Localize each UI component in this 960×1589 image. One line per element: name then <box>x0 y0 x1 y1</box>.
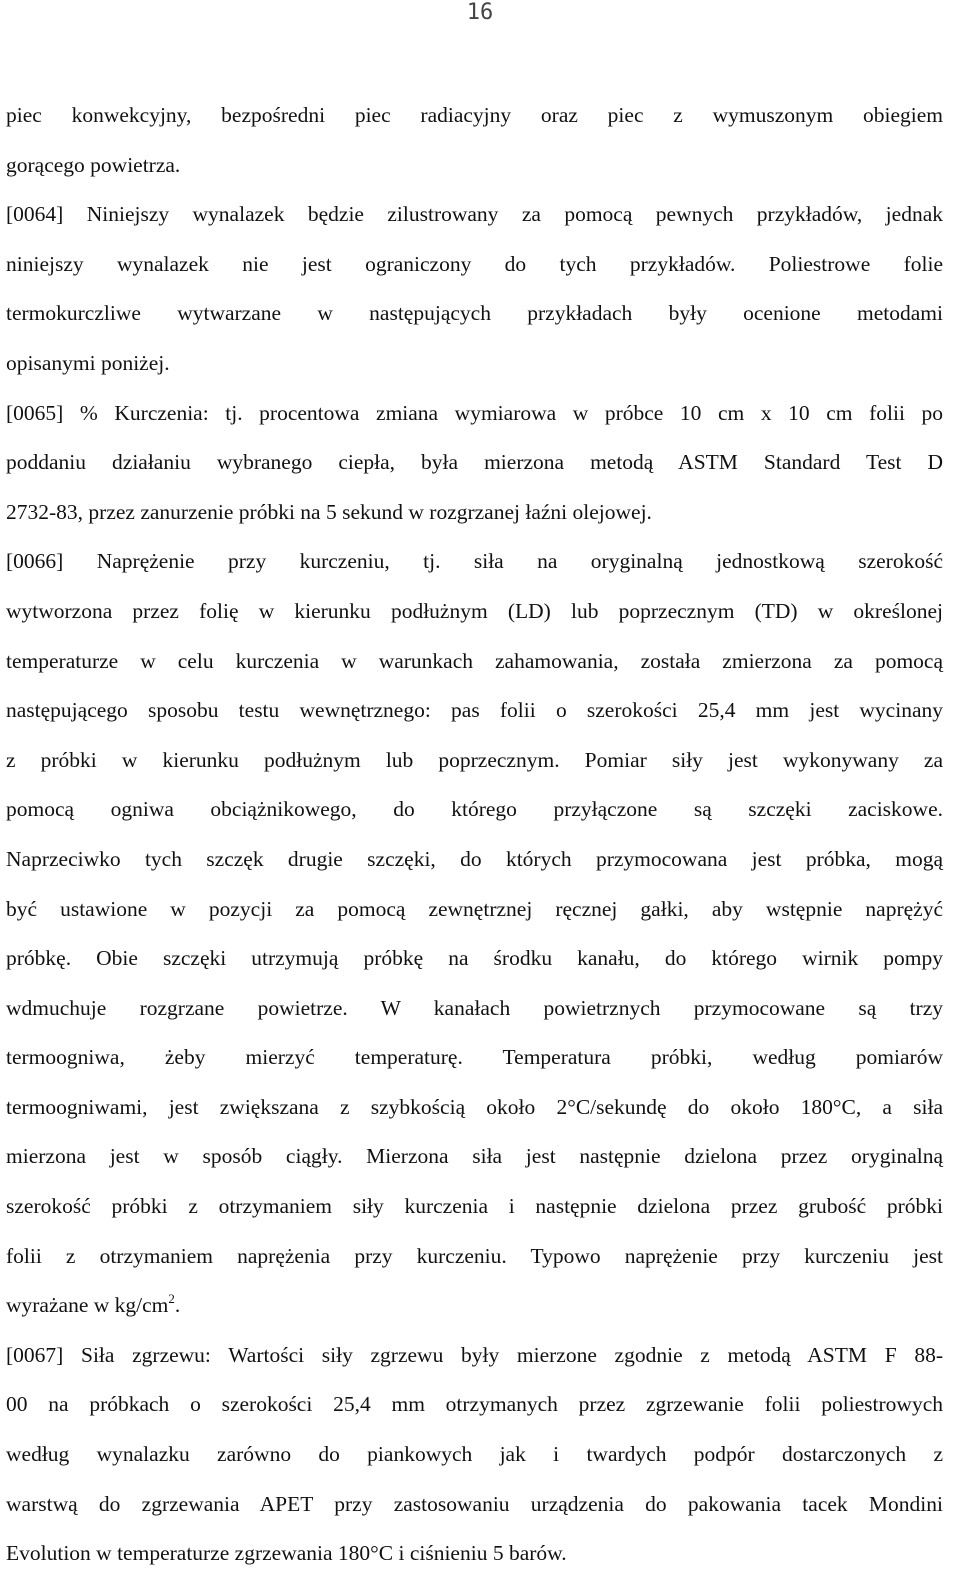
text-line <box>6 1281 943 1331</box>
text-line: wdmuchuje rozgrzane powietrze. W kanałach powietrznych przymocowane są trzy <box>6 995 943 1020</box>
text-line: szerokość próbki z otrzymaniem siły kurczenia i następnie dzielona przez grubość próbki <box>6 1194 943 1219</box>
text-line: termoogniwami, jest zwiększana z szybkością około 2°C/sekundę do około 180°C, a siła <box>6 1094 943 1119</box>
text-line: [0066] Naprężenie przy kurczeniu, tj. siła na oryginalną jednostkową szerokość <box>6 549 943 574</box>
text-line: termoogniwa, żeby mierzyć temperaturę. Temperatura próbki, według pomiarów <box>6 1045 943 1070</box>
page-number: 16 <box>466 0 494 25</box>
text-line: mierzona jest w sposób ciągły. Mierzona siła jest następnie dzielona przez oryginalną <box>6 1144 943 1169</box>
text-line-main: wyrażane w kg/cm <box>6 1293 169 1318</box>
text-line: warstwą do zgrzewania APET przy zastosowaniu urządzenia do pakowania tacek Mondini <box>6 1491 943 1516</box>
text-line: następującego sposobu testu wewnętrznego: pas folii o szerokości 25,4 mm jest wycinany <box>6 698 943 723</box>
text-line: opisanymi poniżej. <box>6 350 170 375</box>
text-line: według wynalazku zarówno do piankowych jak i twardych podpór dostarczonych z <box>6 1442 943 1467</box>
text-line: wytworzona przez folię w kierunku podłużnym (LD) lub poprzecznym (TD) w określonej <box>6 598 943 623</box>
text-line: pomocą ogniwa obciążnikowego, do którego przyłączone są szczęki zaciskowe. <box>6 797 943 822</box>
text-line: być ustawione w pozycji za pomocą zewnętrznej ręcznej gałki, aby wstępnie naprężyć <box>6 896 943 921</box>
text-line: z próbki w kierunku podłużnym lub poprzecznym. Pomiar siły jest wykonywany za <box>6 747 943 772</box>
text-line: Evolution w temperaturze zgrzewania 180°C i ciśnieniu 5 barów. <box>6 1541 567 1566</box>
text-line: termokurczliwe wytwarzane w następujących przykładach były ocenione metodami <box>6 301 943 326</box>
text-line: [0064] Niniejszy wynalazek będzie zilustrowany za pomocą pewnych przykładów, jednak <box>6 202 943 227</box>
text-line: [0067] Siła zgrzewu: Wartości siły zgrzewu były mierzone zgodnie z metodą ASTM F 88- <box>6 1342 943 1367</box>
unit-exponent: 2 <box>168 1291 175 1307</box>
text-line: Naprzeciwko tych szczęk drugie szczęki, do których przymocowana jest próbka, mogą <box>6 846 943 871</box>
text-line: poddaniu działaniu wybranego ciepła, była mierzona metodą ASTM Standard Test D <box>6 450 943 475</box>
text-line: niniejszy wynalazek nie jest ograniczony do tych przykładów. Poliestrowe folie <box>6 251 943 276</box>
document-body <box>6 91 943 1579</box>
sentence-end: . <box>174 1293 181 1318</box>
text-line: próbkę. Obie szczęki utrzymują próbkę na środku kanału, do którego wirnik pompy <box>6 946 943 971</box>
text-line: piec konwekcyjny, bezpośredni piec radiacyjny oraz piec z wymuszonym obiegiem <box>6 103 943 127</box>
text-line: 00 na próbkach o szerokości 25,4 mm otrzymanych przez zgrzewanie folii poliestrowych <box>6 1392 943 1417</box>
text-line: gorącego powietrza. <box>6 152 181 177</box>
text-line: 2732-83, przez zanurzenie próbki na 5 sekund w rozgrzanej łaźni olejowej. <box>6 499 652 524</box>
text-line: folii z otrzymaniem naprężenia przy kurczeniu. Typowo naprężenie przy kurczeniu jest <box>6 1243 943 1268</box>
text-line: temperaturze w celu kurczenia w warunkach zahamowania, została zmierzona za pomocą <box>6 648 943 673</box>
text-line: [0065] % Kurczenia: tj. procentowa zmiana wymiarowa w próbce 10 cm x 10 cm folii po <box>6 400 943 425</box>
